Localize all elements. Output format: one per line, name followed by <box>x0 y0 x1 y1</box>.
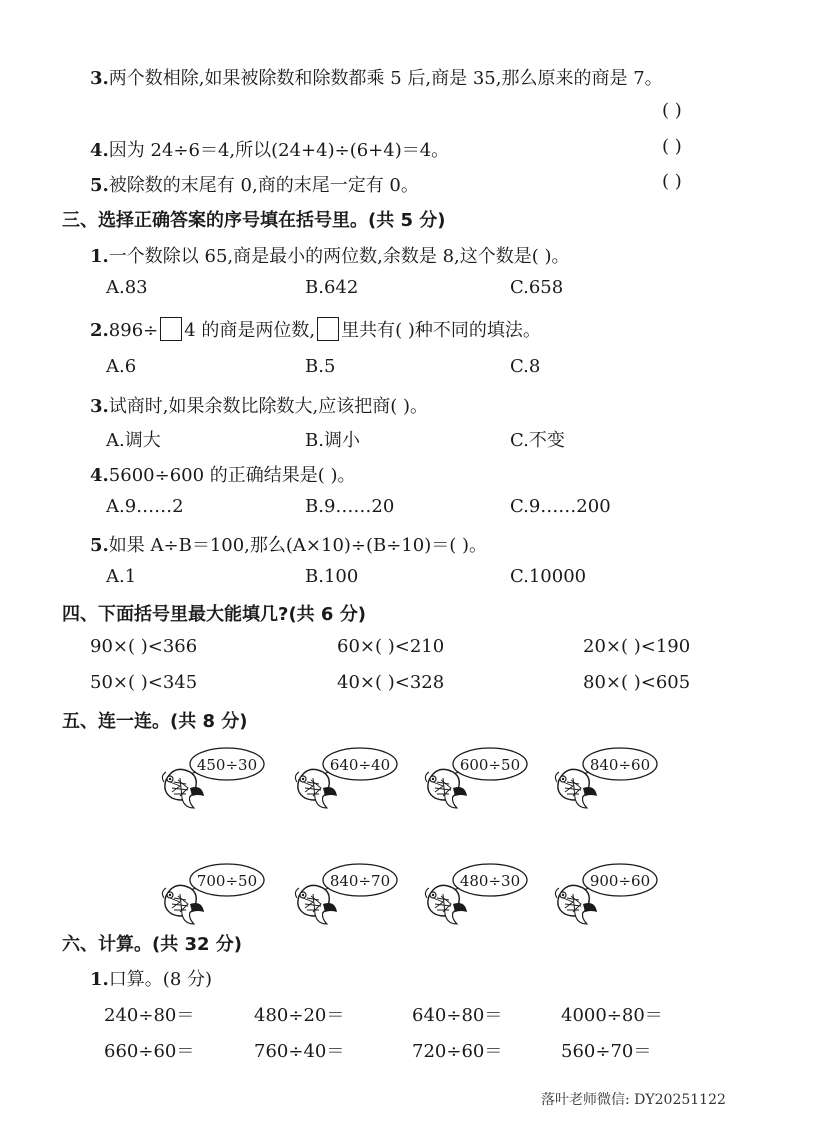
fish-icon <box>555 885 597 924</box>
question-text-post: 里共有( )种不同的填法。 <box>341 320 541 341</box>
fill-inequality[interactable]: 80×( )<605 <box>583 672 691 693</box>
oral-calc-item[interactable]: 660÷60＝ <box>104 1041 195 1062</box>
question-text: 试商时,如果余数比除数大,应该把商( )。 <box>108 396 429 417</box>
oral-calc-item[interactable]: 480÷20＝ <box>254 1005 345 1026</box>
choice-question-2 <box>90 316 541 342</box>
option-c[interactable]: C.658 <box>510 277 564 298</box>
question-text: 一个数除以 65,商是最小的两位数,余数是 8,这个数是( )。 <box>108 246 570 267</box>
blank-box[interactable] <box>317 317 339 341</box>
fish-bubble-item[interactable] <box>553 742 713 812</box>
option-b[interactable]: B.642 <box>305 277 359 298</box>
question-number: 4. <box>90 465 109 486</box>
question-number: 2. <box>90 320 109 341</box>
section-4-title: 四、下面括号里最大能填几?(共 6 分) <box>62 604 366 625</box>
bubble-expression: 480÷30 <box>459 872 521 890</box>
question-text: 两个数相除,如果被除数和除数都乘 5 后,商是 35,那么原来的商是 7。 <box>108 68 663 89</box>
oral-calc-item[interactable]: 4000÷80＝ <box>561 1005 663 1026</box>
option-b[interactable]: B.5 <box>305 356 336 377</box>
bubble-expression: 600÷50 <box>459 756 521 774</box>
fish-icon <box>162 769 204 808</box>
fill-inequality[interactable]: 20×( )<190 <box>583 636 691 657</box>
subsection-1 <box>90 965 212 991</box>
fill-inequality[interactable]: 40×( )<328 <box>337 672 445 693</box>
judge-question-3 <box>90 64 663 90</box>
bubble-expression: 450÷30 <box>196 756 258 774</box>
answer-paren[interactable]: ( ) <box>662 100 682 121</box>
fish-icon <box>425 769 467 808</box>
question-text: 5600÷600 的正确结果是( )。 <box>108 465 356 486</box>
section-6-title: 六、计算。(共 32 分) <box>62 934 243 955</box>
fill-inequality[interactable]: 90×( )<366 <box>90 636 198 657</box>
question-text: 被除数的末尾有 0,商的末尾一定有 0。 <box>108 175 419 196</box>
question-text: 因为 24÷6＝4,所以(24+4)÷(6+4)＝4。 <box>108 140 450 161</box>
question-number: 5. <box>90 175 109 196</box>
option-a[interactable]: A.调大 <box>106 430 161 451</box>
choice-question-5 <box>90 531 487 557</box>
oral-calc-item[interactable]: 720÷60＝ <box>412 1041 503 1062</box>
fish-icon <box>425 885 467 924</box>
option-b[interactable]: B.9……20 <box>305 496 395 517</box>
option-c[interactable]: C.9……200 <box>510 496 611 517</box>
fish-icon <box>555 769 597 808</box>
fish-icon <box>162 885 204 924</box>
option-c[interactable]: C.不变 <box>510 430 565 451</box>
fish-bubble-item[interactable] <box>553 858 713 928</box>
question-number: 1. <box>90 246 109 267</box>
question-number: 3. <box>90 396 109 417</box>
question-number: 3. <box>90 68 109 89</box>
option-a[interactable]: A.1 <box>106 566 137 587</box>
option-c[interactable]: C.10000 <box>510 566 587 587</box>
bubble-expression: 700÷50 <box>196 872 258 890</box>
question-number: 5. <box>90 535 109 556</box>
question-number: 4. <box>90 140 109 161</box>
choice-question-3 <box>90 392 428 418</box>
fill-inequality[interactable]: 50×( )<345 <box>90 672 198 693</box>
option-a[interactable]: A.6 <box>106 356 137 377</box>
bubble-expression: 840÷70 <box>329 872 391 890</box>
answer-paren[interactable]: ( ) <box>662 171 682 192</box>
section-5-title: 五、连一连。(共 8 分) <box>62 711 248 732</box>
fish-icon <box>295 885 337 924</box>
question-number: 1. <box>90 969 109 990</box>
blank-box[interactable] <box>160 317 182 341</box>
section-3-title: 三、选择正确答案的序号填在括号里。(共 5 分) <box>62 210 446 231</box>
judge-question-5 <box>90 171 419 197</box>
option-b[interactable]: B.调小 <box>305 430 360 451</box>
question-text-pre: 896÷ <box>108 320 159 341</box>
question-text-mid: 4 的商是两位数, <box>184 320 316 341</box>
question-text: 如果 A÷B＝100,那么(A×10)÷(B÷10)＝( )。 <box>108 535 488 556</box>
bubble-expression: 900÷60 <box>589 872 651 890</box>
option-c[interactable]: C.8 <box>510 356 541 377</box>
bubble-expression: 640÷40 <box>329 756 391 774</box>
oral-calc-item[interactable]: 640÷80＝ <box>412 1005 503 1026</box>
answer-paren[interactable]: ( ) <box>662 136 682 157</box>
option-a[interactable]: A.83 <box>106 277 148 298</box>
bubble-expression: 840÷60 <box>589 756 651 774</box>
footer-watermark: 落叶老师微信: DY20251122 <box>541 1092 726 1108</box>
option-b[interactable]: B.100 <box>305 566 359 587</box>
oral-calc-item[interactable]: 240÷80＝ <box>104 1005 195 1026</box>
fish-icon <box>295 769 337 808</box>
choice-question-4 <box>90 461 356 487</box>
choice-question-1 <box>90 242 570 268</box>
option-a[interactable]: A.9……2 <box>106 496 184 517</box>
subsection-text: 口算。(8 分) <box>108 969 213 990</box>
judge-question-4 <box>90 136 449 162</box>
oral-calc-item[interactable]: 760÷40＝ <box>254 1041 345 1062</box>
fill-inequality[interactable]: 60×( )<210 <box>337 636 445 657</box>
oral-calc-item[interactable]: 560÷70＝ <box>561 1041 652 1062</box>
